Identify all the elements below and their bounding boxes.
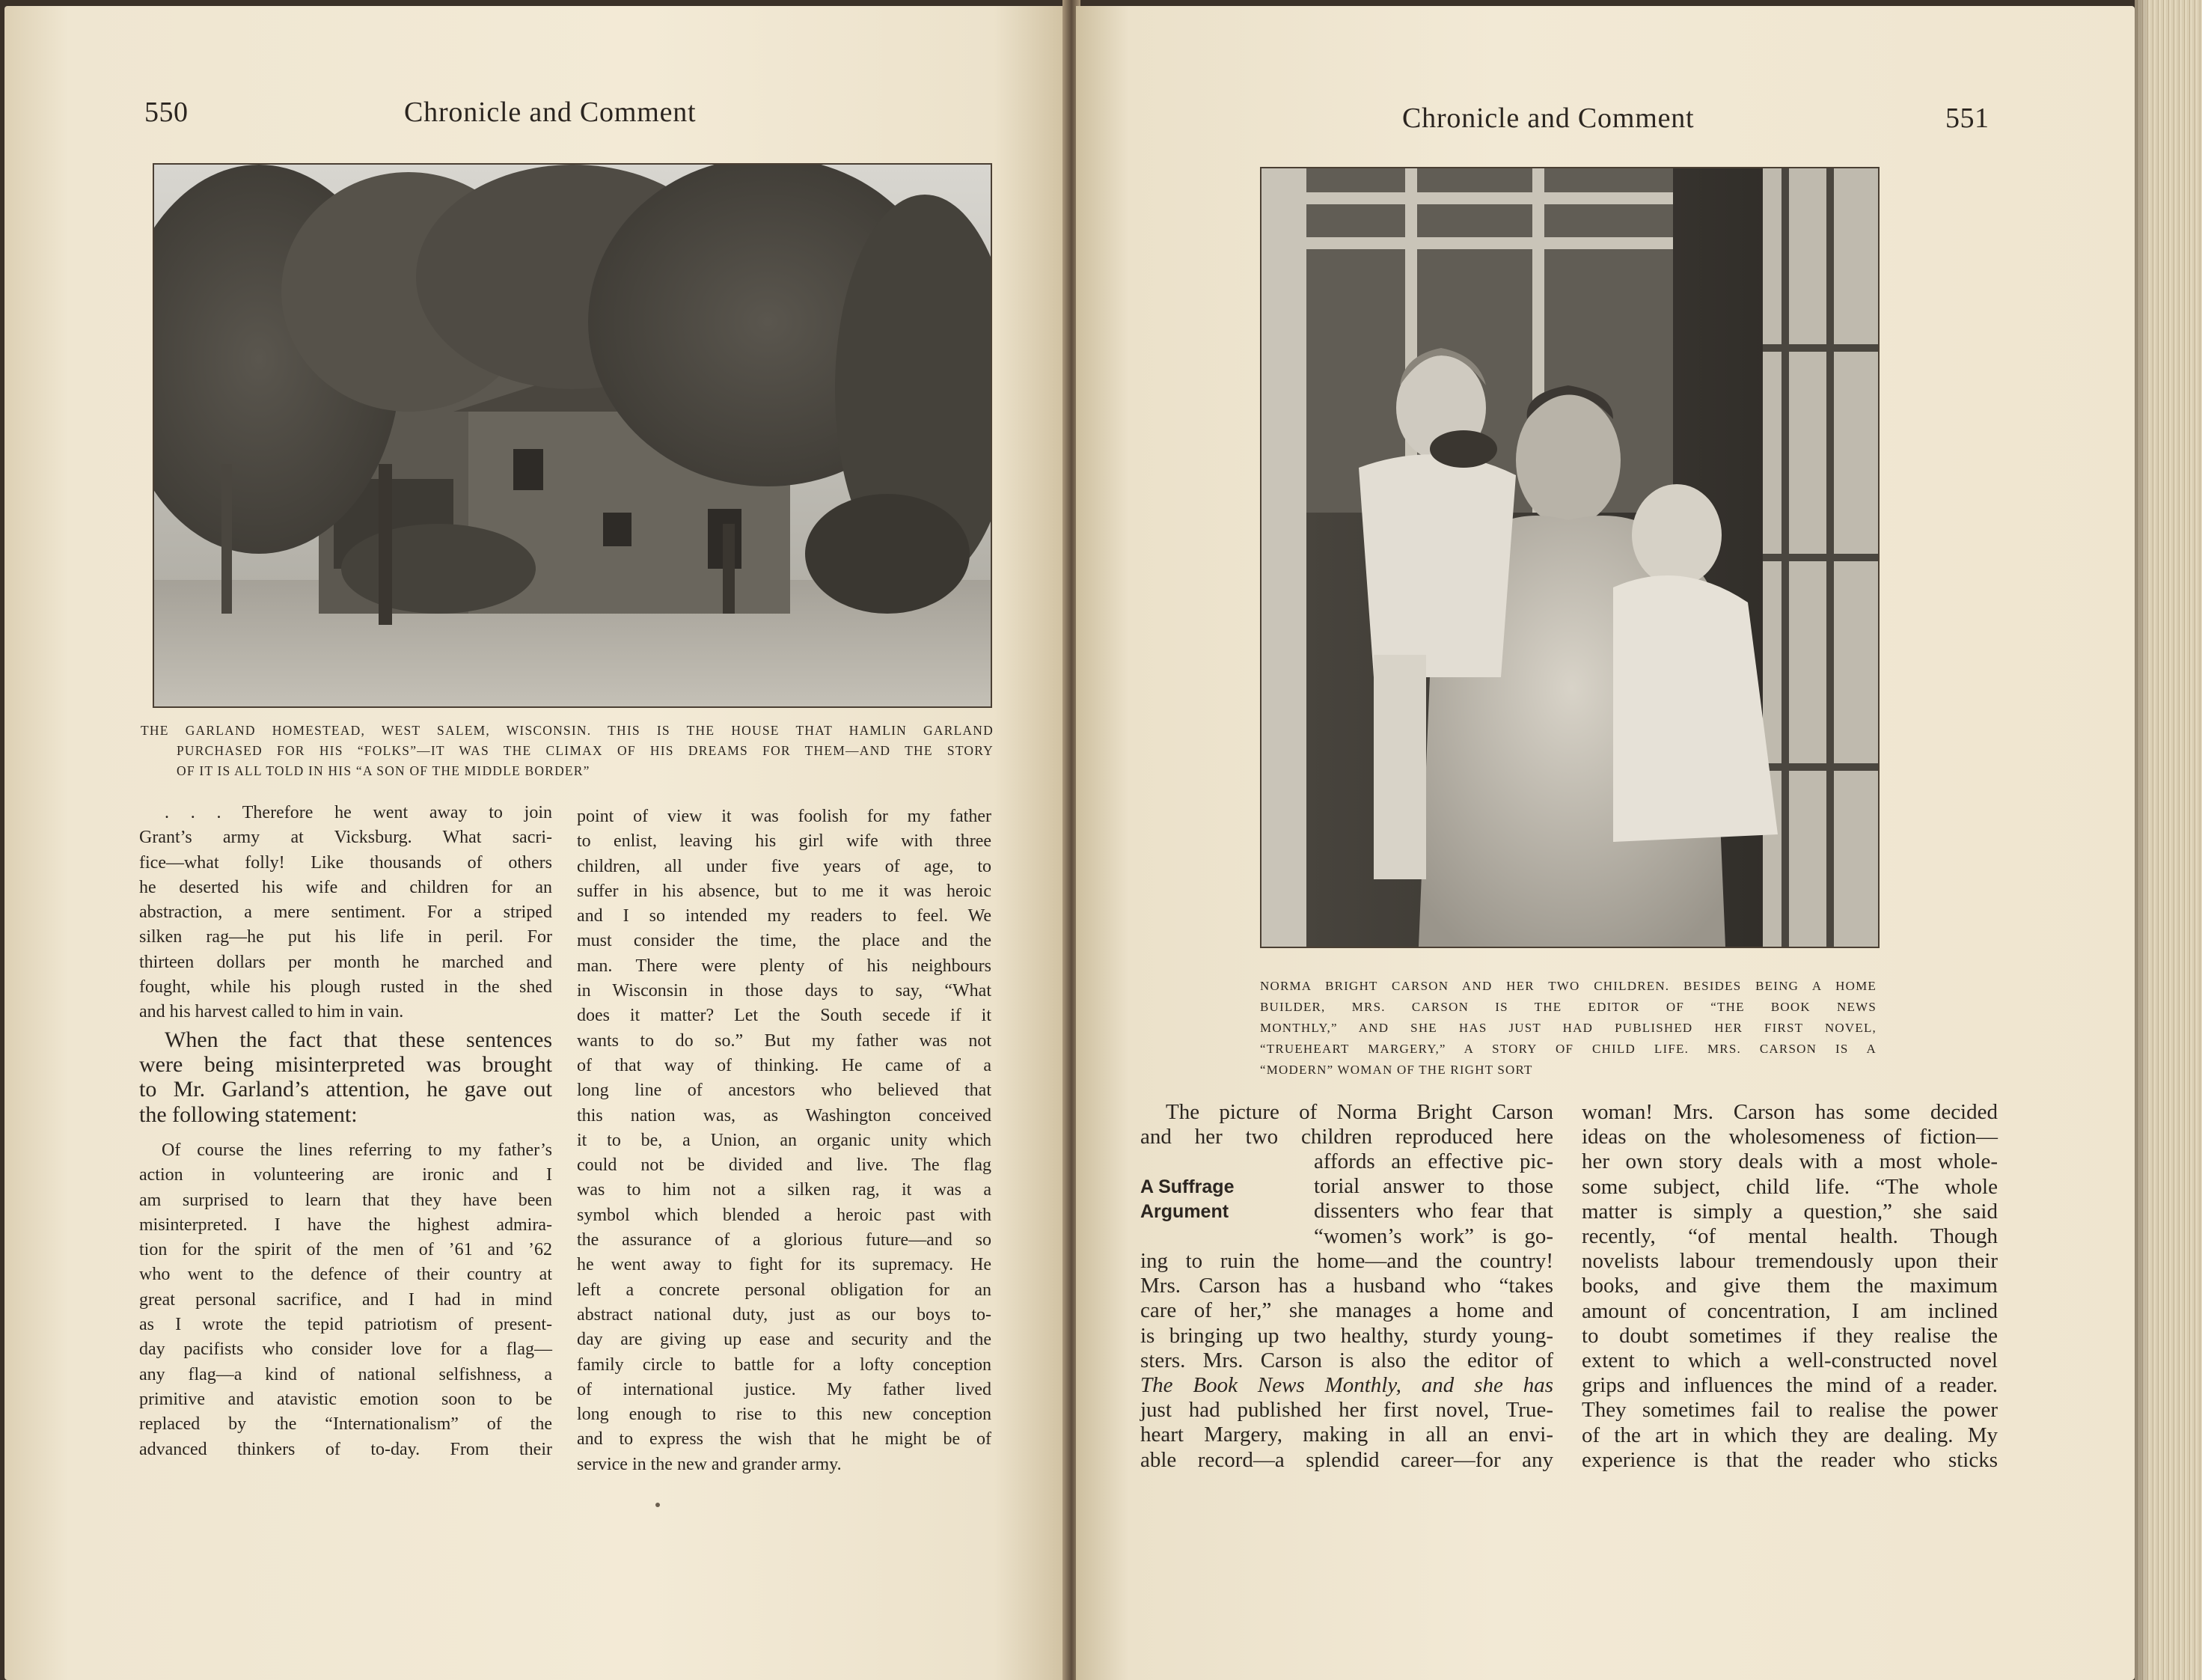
text-line: her own story deals with a most whole- — [1582, 1149, 1998, 1174]
text-line: thirteen dollars per month he marched and — [139, 952, 552, 972]
left-page — [4, 6, 1068, 1680]
text-line: to enlist, leaving his girl wife with three — [577, 831, 991, 852]
caption-line: OF IT IS ALL TOLD IN HIS “A SON OF THE MIDDLE BORDER” — [177, 763, 590, 778]
text-line: the assurance of a glorious future—and so — [577, 1230, 991, 1250]
carson-family-photo — [1260, 167, 1880, 948]
caption-line: PURCHASED FOR HIS “FOLKS”—IT WAS THE CLIMAX OF HIS DREAMS FOR THEM—AND THE STORY — [177, 743, 994, 758]
text-line: misinterpreted. I have the highest admira- — [139, 1215, 552, 1235]
text-line: fought, while his plough rusted in the shed — [139, 977, 552, 998]
carson-photo-illustration — [1261, 168, 1878, 947]
text-line: of international justice. My father lived — [577, 1379, 991, 1399]
text-line: symbol which blended a heroic past with — [577, 1205, 991, 1225]
text-line: to Mr. Garland’s attention, he gave out — [139, 1077, 552, 1102]
text-line: and her two children reproduced here — [1140, 1125, 1553, 1149]
text-line: day pacifists who consider love for a flag— — [139, 1340, 552, 1360]
left-column-1-para-1 — [139, 801, 552, 1025]
caption-line: MONTHLY,” AND SHE HAS JUST HAD PUBLISHED HER FIRST NOVEL, — [1260, 1021, 1877, 1035]
text-line: could not be divided and live. The flag — [577, 1155, 991, 1176]
carson-caption — [1260, 976, 1877, 1081]
caption-line: “MODERN” WOMAN OF THE RIGHT SORT — [1260, 1063, 1533, 1077]
running-head-left: Chronicle and Comment — [404, 97, 697, 128]
homestead-caption — [141, 721, 994, 781]
text-line: . . . Therefore he went away to join — [165, 803, 552, 822]
text-line: it to be, a Union, an organic unity which — [577, 1130, 991, 1150]
homestead-photo-illustration — [154, 165, 991, 706]
text-line: able record—a splendid career—for any — [1140, 1447, 1553, 1472]
text-line: woman! Mrs. Carson has some decided — [1582, 1100, 1998, 1124]
text-line: and to express the wish that he might be of — [577, 1429, 991, 1450]
text-line: ing to ruin the home—and the country! — [1140, 1249, 1553, 1273]
text-line: was to him not a silken rag, it was a — [577, 1180, 991, 1200]
text-line: and his harvest called to him in vain. — [139, 1002, 404, 1022]
left-column-1-para-2 — [139, 1027, 552, 1127]
left-column-1-para-3 — [139, 1138, 552, 1462]
text-line: must consider the time, the place and the — [577, 931, 991, 951]
right-column-1-bottom — [1140, 1249, 1553, 1473]
text-line: family circle to battle for a lofty conception — [577, 1354, 991, 1375]
text-line: matter is simply a question,” she said — [1582, 1199, 1998, 1224]
text-line: tion for the spirit of the men of ’61 and ’62 — [139, 1240, 552, 1260]
text-line: wants to do so.” But my father was not — [577, 1030, 991, 1051]
text-line: torial answer to those — [1314, 1174, 1553, 1199]
text-line: great personal sacrifice, and I had in mind — [139, 1289, 552, 1310]
page-edges-shadow — [2135, 0, 2150, 1680]
sidehead-suffrage-argument — [1140, 1175, 1234, 1224]
text-line: When the fact that these sentences — [165, 1027, 552, 1052]
text-line: were being misinterpreted was brought — [139, 1052, 552, 1078]
text-line: abstraction, a mere sentiment. For a striped — [139, 902, 552, 923]
text-line: of the art in which they are dealing. My — [1582, 1423, 1998, 1447]
text-line: the following statement: — [139, 1102, 358, 1127]
text-line: suffer in his absence, but to me it was heroic — [577, 881, 991, 901]
text-line: grips and influences the mind of a reader. — [1582, 1373, 1998, 1398]
text-line: dissenters who fear that — [1314, 1199, 1553, 1224]
right-column-2 — [1582, 1100, 1998, 1473]
text-line: is bringing up two healthy, sturdy young- — [1140, 1323, 1553, 1348]
text-line: just had published her first novel, True- — [1140, 1398, 1553, 1423]
paper-speck — [655, 1503, 660, 1507]
text-line: The Book News Monthly, and she has — [1140, 1373, 1553, 1398]
sidehead-line: A Suffrage — [1140, 1176, 1235, 1197]
text-line: primitive and atavistic emotion soon to be — [139, 1389, 552, 1409]
text-line: silken rag—he put his life in peril. For — [139, 927, 552, 947]
text-line: care of her,” she manages a home and — [1140, 1298, 1553, 1323]
page-number-left: 550 — [144, 97, 189, 128]
text-line: ideas on the wholesomeness of fiction— — [1582, 1125, 1998, 1149]
text-line: Of course the lines referring to my father’s — [162, 1140, 552, 1160]
text-line: children, all under five years of age, to — [577, 856, 991, 876]
text-line: novelists labour tremendously upon their — [1582, 1249, 1998, 1274]
text-line: day are giving up ease and security and the — [577, 1330, 991, 1350]
text-line: abstract national duty, just as our boys to- — [577, 1304, 991, 1325]
right-page — [1076, 6, 2135, 1680]
text-line: as I wrote the tepid patriotism of present- — [139, 1315, 552, 1335]
caption-line: THE GARLAND HOMESTEAD, WEST SALEM, WISCONSIN. THIS IS THE HOUSE THAT HAMLIN GARLAND — [141, 723, 994, 738]
text-line: “women’s work” is go- — [1314, 1224, 1553, 1248]
text-line: long line of ancestors who believed that — [577, 1081, 991, 1101]
left-column-2 — [577, 804, 991, 1477]
text-line: point of view it was foolish for my father — [577, 807, 991, 826]
text-line: Grant’s army at Vicksburg. What sacri- — [139, 828, 552, 848]
text-line: to doubt sometimes if they realise the — [1582, 1323, 1998, 1348]
right-column-1-narrow — [1314, 1149, 1553, 1249]
running-head-right: Chronicle and Comment — [1402, 103, 1695, 134]
page-number-right: 551 — [1945, 103, 1990, 134]
garland-homestead-photo — [153, 163, 992, 708]
text-line: experience is that the reader who sticks — [1582, 1447, 1998, 1472]
caption-line: “TRUEHEART MARGERY,” A STORY OF CHILD LIFE. MRS. CARSON IS A — [1260, 1042, 1877, 1056]
text-line: any flag—a kind of national selfishness, a — [139, 1364, 552, 1384]
text-line: left a concrete personal obligation for an — [577, 1280, 991, 1300]
text-line: replaced by the “Internationalism” of the — [139, 1414, 552, 1435]
text-line: long enough to rise to this new conception — [577, 1405, 991, 1425]
text-line: this nation was, as Washington conceived — [577, 1105, 991, 1125]
text-line: heart Margery, making in all an envi- — [1140, 1423, 1553, 1447]
text-line: who went to the defence of their country at — [139, 1265, 552, 1285]
text-line: fice—what folly! Like thousands of others — [139, 852, 552, 873]
text-line: and I so intended my readers to feel. We — [577, 906, 991, 926]
text-line: service in the new and grander army. — [577, 1454, 842, 1474]
text-line: man. There were plenty of his neighbours — [577, 956, 991, 976]
text-line: action in volunteering are ironic and I — [139, 1165, 552, 1185]
text-line: he deserted his wife and children for an — [139, 877, 552, 897]
sidehead-line: Argument — [1140, 1201, 1229, 1222]
text-line: Mrs. Carson has a husband who “takes — [1140, 1274, 1553, 1298]
text-line: recently, “of mental health. Though — [1582, 1224, 1998, 1249]
text-line: sters. Mrs. Carson is also the editor of — [1140, 1348, 1553, 1372]
text-line: some subject, child life. “The whole — [1582, 1174, 1998, 1199]
text-line: books, and give them the maximum — [1582, 1274, 1998, 1298]
text-line: They sometimes fail to realise the power — [1582, 1398, 1998, 1423]
text-line: of that way of thinking. He came of a — [577, 1055, 991, 1075]
text-line: The picture of Norma Bright Carson — [1166, 1100, 1553, 1124]
text-line: am surprised to learn that they have been — [139, 1190, 552, 1210]
caption-line: BUILDER, MRS. CARSON IS THE EDITOR OF “THE BOOK NEWS — [1260, 1000, 1877, 1014]
text-line: amount of concentration, I am inclined — [1582, 1298, 1998, 1323]
text-line: he went away to fight for its supremacy. He — [577, 1255, 991, 1275]
text-line: in Wisconsin in those days to say, “What — [577, 981, 991, 1001]
text-line: advanced thinkers of to-day. From their — [139, 1439, 552, 1459]
right-column-1-top — [1140, 1100, 1553, 1149]
text-line: extent to which a well-constructed novel — [1582, 1348, 1998, 1373]
caption-line: NORMA BRIGHT CARSON AND HER TWO CHILDREN. BESIDES BEING A HOME — [1260, 979, 1877, 993]
text-line: does it matter? Let the South secede if it — [577, 1006, 991, 1026]
text-line: affords an effective pic- — [1314, 1149, 1553, 1173]
